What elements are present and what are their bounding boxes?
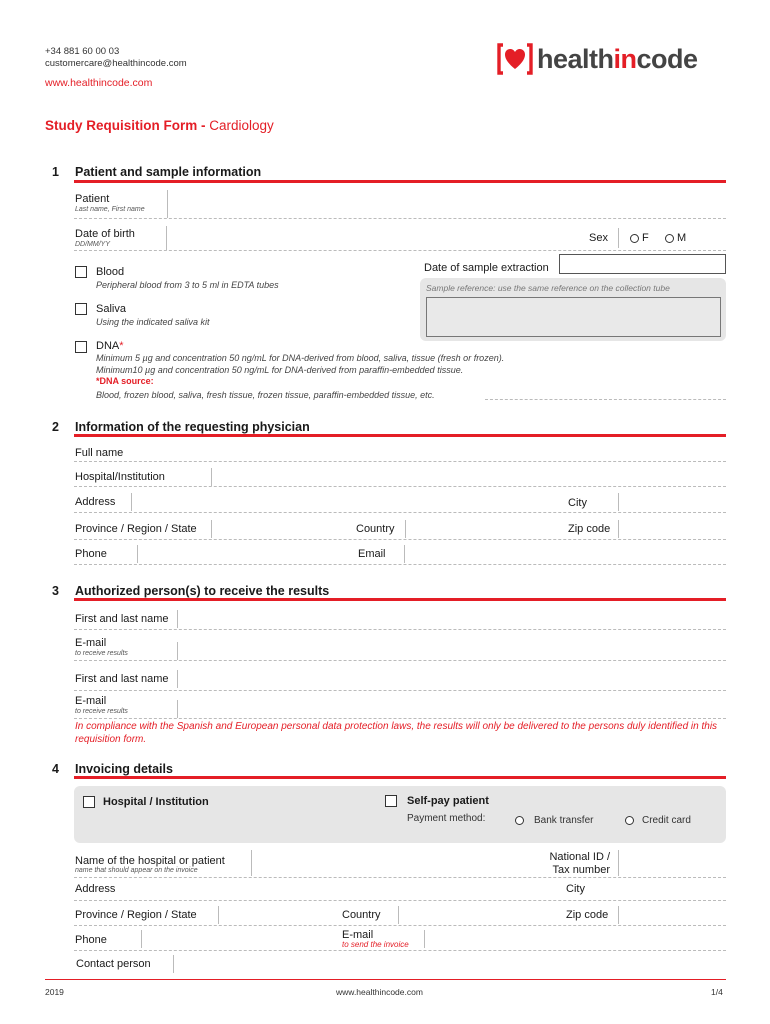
website-link[interactable]: www.healthincode.com (45, 77, 153, 89)
sex-m-label: M (677, 232, 687, 244)
invoice-name-label: Name of the hospital or patient (75, 855, 225, 867)
sample-reference-label: Sample reference: use the same reference on the collection tube (426, 283, 670, 293)
invoice-zip-input[interactable] (620, 906, 726, 924)
physician-city-input[interactable] (620, 493, 726, 511)
physician-province-label: Province / Region / State (75, 523, 197, 535)
physician-address-label: Address (75, 496, 116, 508)
selfpay-checkbox[interactable] (385, 795, 397, 807)
heart-bracket-icon (497, 42, 533, 76)
section-1-divider (74, 180, 726, 183)
field-separator (424, 930, 425, 948)
contact-person-label: Contact person (76, 958, 151, 970)
invoice-options-box (74, 786, 726, 843)
logo-health: health (537, 44, 614, 74)
recipient-1-name-label: First and last name (75, 613, 169, 625)
dna-source-label: *DNA source: (96, 376, 154, 386)
sample-reference-input[interactable] (426, 297, 721, 337)
invoice-email-input[interactable] (426, 930, 726, 948)
recipient-1-email-label: E-mail (75, 637, 107, 649)
credit-card-label: Credit card (642, 815, 691, 826)
footer-website[interactable]: www.healthincode.com (336, 987, 423, 997)
field-separator (177, 700, 178, 718)
invoice-name-input[interactable] (253, 850, 533, 876)
hospital-invoice-checkbox[interactable] (83, 796, 95, 808)
dna-label: DNA* (96, 340, 124, 352)
recipient-2-name-label: First and last name (75, 673, 169, 685)
logo-code: code (636, 44, 698, 74)
row-divider (74, 539, 726, 540)
page-title: Study Requisition Form - Cardiology (45, 118, 274, 133)
logo-in: in (613, 44, 637, 74)
invoice-country-input[interactable] (400, 906, 555, 924)
row-divider (74, 925, 726, 926)
section-1-number: 1 (52, 165, 59, 179)
physician-email-label: Email (358, 548, 386, 560)
field-separator (618, 228, 619, 248)
field-separator (137, 545, 138, 563)
footer-divider (45, 979, 726, 980)
field-separator (211, 468, 212, 486)
saliva-description: Using the indicated saliva kit (96, 317, 210, 327)
dob-label: Date of birth (75, 228, 135, 240)
physician-zip-input[interactable] (620, 520, 726, 538)
credit-card-radio[interactable] (625, 816, 634, 825)
row-divider (74, 218, 726, 219)
invoice-address-input[interactable] (125, 880, 555, 898)
extraction-date-label: Date of sample extraction (424, 262, 549, 274)
data-protection-note: In compliance with the Spanish and European personal data protection laws, the results will only be delivered to the persons duly identified in this requisition form. (75, 721, 718, 745)
row-divider (74, 900, 726, 901)
hospital-input[interactable] (213, 468, 726, 486)
physician-email-input[interactable] (406, 545, 726, 563)
section-3-title: Authorized person(s) to receive the results (75, 584, 330, 598)
physician-phone-input[interactable] (139, 545, 339, 563)
field-separator (166, 226, 167, 250)
section-1-title: Patient and sample information (75, 165, 262, 179)
healthincode-logo (497, 42, 698, 76)
physician-country-label: Country (356, 523, 395, 535)
row-divider (74, 250, 726, 251)
email-address: customercare@healthincode.com (45, 58, 187, 69)
field-separator (218, 906, 219, 924)
section-3-divider (74, 598, 726, 601)
row-divider (74, 486, 726, 487)
field-separator (177, 642, 178, 660)
invoice-province-input[interactable] (220, 906, 335, 924)
row-divider (74, 512, 726, 513)
invoice-zip-label: Zip code (566, 909, 609, 921)
field-separator (618, 850, 619, 876)
invoice-email-label: E-mail (342, 929, 374, 941)
physician-zip-label: Zip code (568, 523, 611, 535)
invoice-province-label: Province / Region / State (75, 909, 197, 921)
recipient-2-name-input[interactable] (179, 670, 726, 688)
field-separator (177, 670, 178, 688)
physician-fullname-label: Full name (75, 447, 124, 459)
physician-country-input[interactable] (407, 520, 557, 538)
field-separator (618, 493, 619, 511)
recipient-1-email-sublabel: to receive results (75, 650, 128, 657)
field-separator (211, 520, 212, 538)
invoice-city-label: City (566, 883, 585, 895)
bank-transfer-radio[interactable] (515, 816, 524, 825)
bank-transfer-label: Bank transfer (534, 815, 594, 826)
blood-checkbox[interactable] (75, 266, 87, 278)
sex-f-radio[interactable] (630, 234, 639, 243)
invoice-phone-input[interactable] (143, 930, 333, 948)
dna-description-2: Minimum10 µg and concentration 50 ng/mL for DNA-derived from paraffin-embedded tissue. (96, 365, 464, 375)
section-4-number: 4 (52, 762, 59, 776)
field-separator (173, 955, 174, 973)
extraction-date-input[interactable] (559, 254, 726, 274)
patient-input[interactable] (168, 192, 726, 216)
section-2-divider (74, 434, 726, 437)
invoice-address-label: Address (75, 883, 116, 895)
recipient-1-name-input[interactable] (179, 610, 726, 628)
dob-sublabel: DD/MM/YY (75, 241, 110, 248)
invoice-name-sublabel: name that should appear on the invoice (75, 867, 198, 874)
payment-method-label: Payment method: (407, 813, 486, 824)
hospital-label: Hospital/Institution (75, 471, 165, 483)
section-3-number: 3 (52, 584, 59, 598)
section-2-title: Information of the requesting physician (75, 420, 310, 434)
dna-source-description: Blood, frozen blood, saliva, fresh tissue, frozen tissue, paraffin-embedded tissue, etc. (96, 390, 435, 400)
dna-checkbox[interactable] (75, 341, 87, 353)
selfpay-label: Self-pay patient (407, 795, 489, 807)
field-separator (618, 906, 619, 924)
national-id-input[interactable] (620, 850, 726, 876)
physician-province-input[interactable] (213, 520, 343, 538)
row-divider (74, 660, 726, 661)
row-divider (74, 950, 726, 951)
row-divider (74, 564, 726, 565)
row-divider (74, 718, 726, 719)
footer-year: 2019 (45, 987, 64, 997)
field-separator (404, 545, 405, 563)
invoice-email-sublabel: to send the invoice (342, 940, 409, 949)
row-divider (74, 690, 726, 691)
national-id-label: National ID / Tax number (549, 851, 610, 876)
section-2-number: 2 (52, 420, 59, 434)
row-divider (74, 461, 726, 462)
field-separator (398, 906, 399, 924)
page-number: 1/4 (711, 987, 723, 997)
physician-city-label: City (568, 497, 587, 509)
sex-f-label: F (642, 232, 649, 244)
field-separator (618, 520, 619, 538)
saliva-checkbox[interactable] (75, 303, 87, 315)
recipient-1-email-input[interactable] (179, 642, 726, 660)
field-separator (131, 493, 132, 511)
dna-description-1: Minimum 5 µg and concentration 50 ng/mL for DNA-derived from blood, saliva, tissue (fresh or frozen). (96, 353, 505, 363)
contact-person-input[interactable] (175, 955, 726, 973)
sex-label: Sex (589, 232, 608, 244)
recipient-2-email-sublabel: to receive results (75, 708, 128, 715)
invoice-country-label: Country (342, 909, 381, 921)
dna-source-input[interactable] (485, 399, 726, 400)
invoice-phone-label: Phone (75, 934, 107, 946)
field-separator (141, 930, 142, 948)
dob-input[interactable] (168, 227, 568, 249)
physician-phone-label: Phone (75, 548, 107, 560)
hospital-invoice-label: Hospital / Institution (103, 796, 209, 808)
phone-number: +34 881 60 00 03 (45, 46, 120, 57)
row-divider (74, 629, 726, 630)
recipient-2-email-label: E-mail (75, 695, 107, 707)
patient-label: Patient (75, 193, 110, 205)
field-separator (251, 850, 252, 876)
sex-m-radio[interactable] (665, 234, 674, 243)
section-4-title: Invoicing details (75, 762, 173, 776)
section-4-divider (74, 776, 726, 779)
blood-description: Peripheral blood from 3 to 5 ml in EDTA tubes (96, 280, 279, 290)
invoice-city-input[interactable] (600, 880, 726, 898)
patient-sublabel: Last name, First name (75, 206, 145, 213)
contact-info (45, 46, 187, 70)
physician-fullname-input[interactable] (130, 444, 726, 460)
physician-address-input[interactable] (133, 493, 553, 511)
field-separator (177, 610, 178, 628)
recipient-2-email-input[interactable] (179, 700, 726, 718)
saliva-label: Saliva (96, 303, 126, 315)
blood-label: Blood (96, 266, 125, 278)
field-separator (405, 520, 406, 538)
row-divider (74, 877, 726, 878)
